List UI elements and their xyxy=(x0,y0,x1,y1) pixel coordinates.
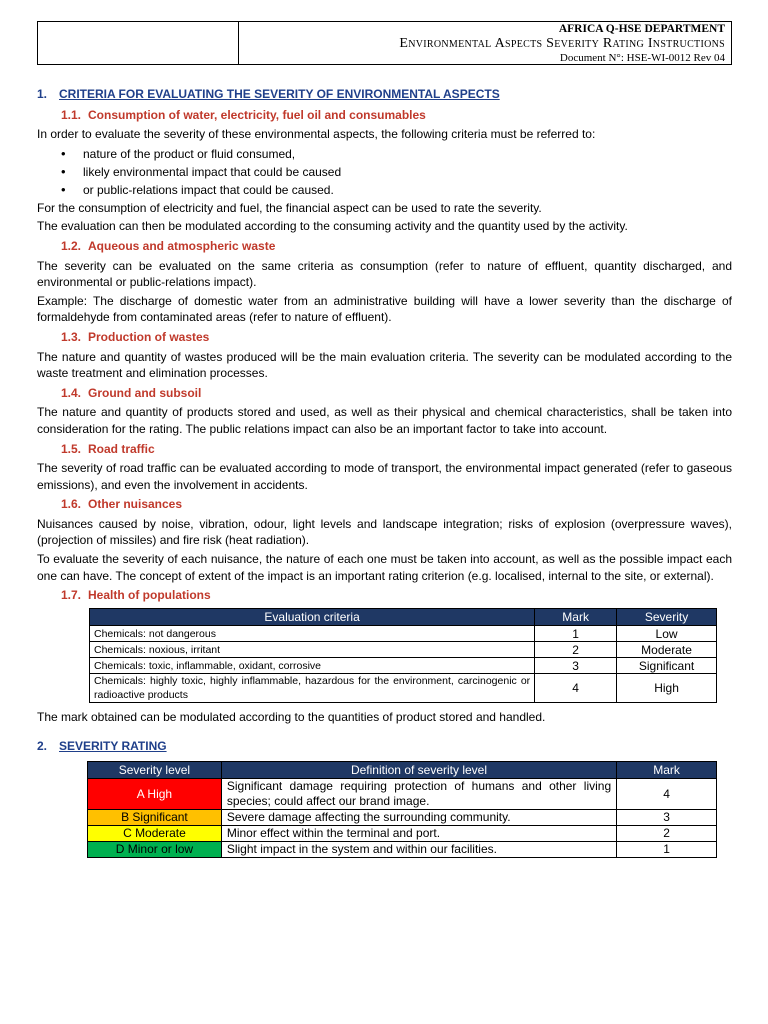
paragraph: The severity of road traffic can be evaluated according to mode of transport, the environmental impact generated (refer to gaseous emissions), and even the involvement in accidents. xyxy=(37,461,732,492)
definition-cell: Slight impact in the system and within our facilities. xyxy=(221,842,616,858)
table-row xyxy=(90,642,717,658)
section-number: 2. xyxy=(37,739,48,754)
definition-cell: Significant damage requiring protection of humans and other living species; could affect our brand image. xyxy=(221,779,616,810)
subsection-title-text: Ground and subsoil xyxy=(88,385,202,400)
section-2-title xyxy=(37,738,732,755)
criteria-cell: Chemicals: toxic, inflammable, oxidant, corrosive xyxy=(90,658,535,674)
subsection-1-4-title xyxy=(37,385,732,402)
mark-cell: 2 xyxy=(535,642,617,658)
column-header: Mark xyxy=(535,608,617,626)
severity-rating-table xyxy=(87,761,717,859)
subsection-number: 1.5. xyxy=(61,441,82,456)
criteria-cell: Chemicals: not dangerous xyxy=(90,626,535,642)
paragraph: The severity can be evaluated on the same criteria as consumption (refer to nature of effluent, quantity discharged, and environmental or public-relations impact). xyxy=(37,258,732,290)
mark-cell: 2 xyxy=(617,826,717,842)
section-title-text: SEVERITY RATING xyxy=(59,739,167,754)
column-header: Evaluation criteria xyxy=(90,608,535,626)
severity-cell: High xyxy=(617,674,717,703)
mark-cell: 1 xyxy=(535,626,617,642)
document-body xyxy=(37,85,732,858)
list-item: • or public-relations impact that could be caused. xyxy=(37,181,732,199)
list-item: • nature of the product or fluid consumed, xyxy=(37,145,732,163)
severity-level-cell: A High xyxy=(88,779,222,810)
column-header: Definition of severity level xyxy=(221,761,616,779)
table-header-row xyxy=(90,608,717,626)
definition-cell: Minor effect within the terminal and port. xyxy=(221,826,616,842)
paragraph: The mark obtained can be modulated according to the quantities of product stored and handled. xyxy=(37,710,546,725)
mark-cell: 4 xyxy=(535,674,617,703)
table-row xyxy=(88,779,717,810)
subsection-title-text: Production of wastes xyxy=(88,329,210,344)
severity-cell: Significant xyxy=(617,658,717,674)
criteria-cell: Chemicals: noxious, irritant xyxy=(90,642,535,658)
subsection-title-text: Road traffic xyxy=(88,441,155,456)
table-row xyxy=(90,626,717,642)
mark-cell: 1 xyxy=(617,842,717,858)
table-row xyxy=(90,658,717,674)
subsection-number: 1.6. xyxy=(61,497,82,512)
document-header xyxy=(37,21,732,65)
paragraph: The nature and quantity of wastes produced will be the main evaluation criteria. The severity can be modulated according to the waste treatment and elimination processes. xyxy=(37,349,732,381)
subsection-1-7-title xyxy=(37,587,732,604)
subsection-title-text: Health of populations xyxy=(88,588,211,603)
subsection-title-text: Aqueous and atmospheric waste xyxy=(88,238,276,253)
column-header: Mark xyxy=(617,761,717,779)
paragraph: In order to evaluate the severity of these environmental aspects, the following criteria must be referred to: xyxy=(37,127,596,142)
subsection-number: 1.2. xyxy=(61,238,82,253)
subsection-number: 1.7. xyxy=(61,588,82,603)
table-row xyxy=(88,842,717,858)
table-header-row xyxy=(88,761,717,779)
severity-cell: Low xyxy=(617,626,717,642)
severity-cell: Moderate xyxy=(617,642,717,658)
paragraph: Example: The discharge of domestic water from an administrative building will have a lower severity than the discharge of formaldehyde from contaminated areas (refer to nature of effluent). xyxy=(37,293,732,325)
paragraph: To evaluate the severity of each nuisance, the nature of each one must be taken into account, as well as the possible impact each one can have. The concept of extent of the impact is an important rating criterion (e.g. localised, internal to the site, or external). xyxy=(37,552,732,583)
health-evaluation-table xyxy=(89,608,717,704)
subsection-number: 1.4. xyxy=(61,385,82,400)
mark-cell: 3 xyxy=(617,810,717,826)
definition-cell: Severe damage affecting the surrounding community. xyxy=(221,810,616,826)
subsection-1-3-title xyxy=(37,329,732,346)
section-title-text: CRITERIA FOR EVALUATING THE SEVERITY OF ENVIRONMENTAL ASPECTS xyxy=(59,87,500,101)
subsection-number: 1.1. xyxy=(61,107,82,122)
subsection-1-2-title xyxy=(37,238,732,255)
section-1-title xyxy=(37,86,732,103)
table-row xyxy=(88,810,717,826)
table-row xyxy=(90,674,717,703)
department-name: AFRICA Q-HSE DEPARTMENT xyxy=(558,23,725,35)
header-title-cell xyxy=(239,22,731,64)
severity-level-cell: D Minor or low xyxy=(88,842,222,858)
column-header: Severity xyxy=(617,608,717,626)
list-item: • likely environmental impact that could be caused xyxy=(37,163,732,181)
paragraph: The evaluation can then be modulated according to the consuming activity and the quantity used by the activity. xyxy=(37,219,628,234)
subsection-1-1-title xyxy=(37,107,732,124)
section-number: 1. xyxy=(37,87,48,101)
subsection-number: 1.3. xyxy=(61,329,82,344)
document-number: Document N°: HSE-WI-0012 Rev 04 xyxy=(559,52,725,65)
paragraph: The nature and quantity of products stored and used, as well as their physical and chemical characteristics, shall be taken into consideration for the rating. The public relations impact can also be an important factor to take into account. xyxy=(37,405,732,436)
bullet-list xyxy=(37,145,732,199)
criteria-cell: Chemicals: highly toxic, highly inflammable, hazardous for the environment, carcinogenic or radioactive products xyxy=(90,674,535,703)
mark-cell: 4 xyxy=(617,779,717,810)
subsection-title-text: Other nuisances xyxy=(88,497,183,512)
header-logo-cell xyxy=(38,22,239,64)
paragraph: For the consumption of electricity and fuel, the financial aspect can be used to rate the severity. xyxy=(37,200,542,215)
paragraph: Nuisances caused by noise, vibration, odour, light levels and landscape integration; risks of explosion (overpressure waves), (projection of missiles) and fire risk (heat radiation). xyxy=(37,516,732,548)
document-title: Environmental Aspects Severity Rating Instructions xyxy=(399,36,725,52)
subsection-1-6-title xyxy=(37,496,732,513)
column-header: Severity level xyxy=(88,761,222,779)
subsection-1-5-title xyxy=(37,441,732,458)
subsection-title-text: Consumption of water, electricity, fuel oil and consumables xyxy=(88,107,426,122)
table-row xyxy=(88,826,717,842)
mark-cell: 3 xyxy=(535,658,617,674)
severity-level-cell: C Moderate xyxy=(88,826,222,842)
severity-level-cell: B Significant xyxy=(88,810,222,826)
